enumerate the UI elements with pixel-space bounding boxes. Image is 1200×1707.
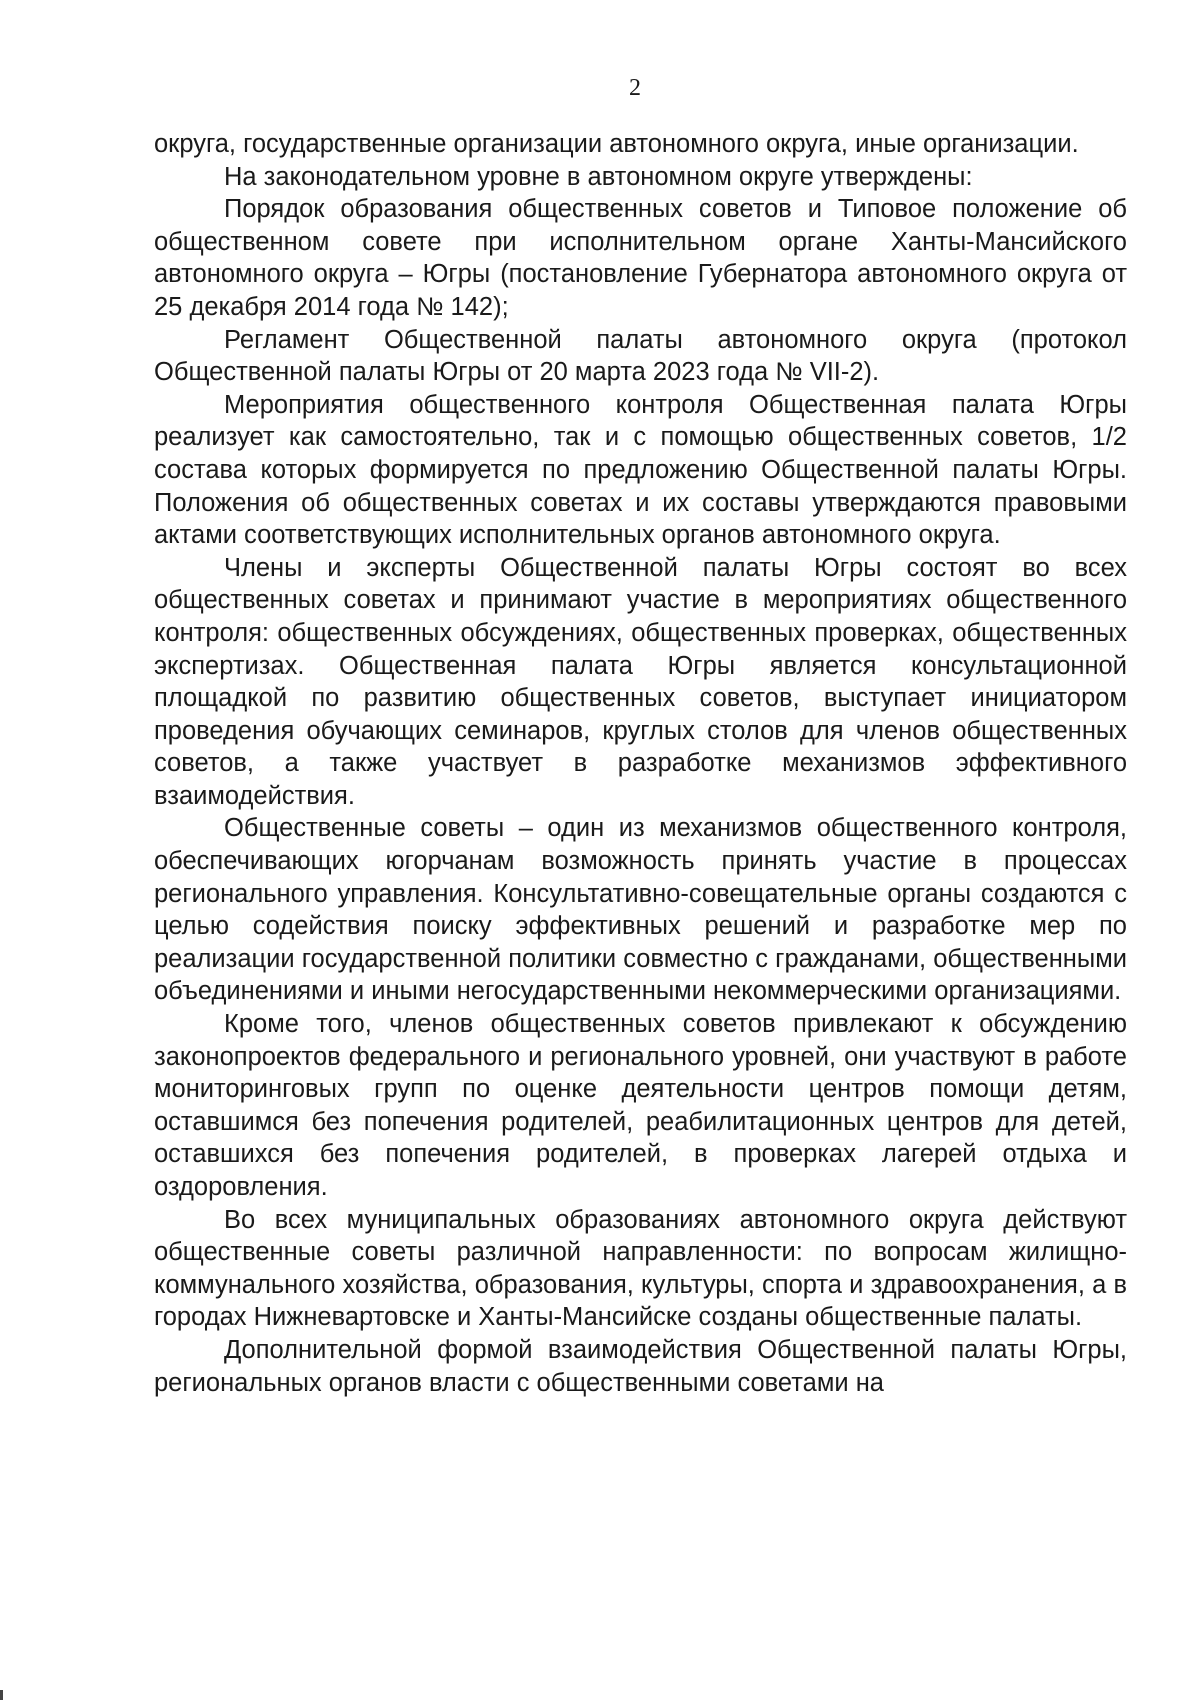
paragraph: Порядок образования общественных советов и Типовое положение об общественном совете при исполнительном органе Ханты-Мансийского автономного округа – Югры (постановление Губернатора автономного округа от 25 декабря 2014 года № 142); (154, 195, 1127, 321)
paragraph: Общественные советы – один из механизмов общественного контроля, обеспечивающих югорчанам возможность принять участие в процессах регионального управления. Консультативно-совещательные органы создаются с целью содействия поиску эффективных решений и разработке мер по реализации государственной политики совместно с гражданами, общественными объединениями и иными негосударственными некоммерческими организациями. (154, 814, 1127, 1006)
paragraph: Кроме того, членов общественных советов привлекают к обсуждению законопроектов федерального и регионального уровней, они участвуют в работе мониторинговых групп по оценке деятельности центров помощи детям, оставшимся без попечения родителей, реабилитационных центров для детей, оставшихся без попечения родителей, в проверках лагерей отдыха и оздоровления. (154, 1010, 1127, 1201)
paragraph-continuation: округа, государственные организации автономного округа, иные организации. (154, 130, 1079, 158)
page-number: 2 (629, 75, 641, 101)
paragraph: Во всех муниципальных образованиях автономного округа действуют общественные советы различной направленности: по вопросам жилищно-коммунального хозяйства, образования, культуры, спорта и здравоохранения, а в городах Нижневартовске и Ханты-Мансийске созданы общественные палаты. (154, 1205, 1127, 1332)
paragraph-continues: Дополнительной формой взаимодействия Общественной палаты Югры, региональных органов власти с общественными советами на (154, 1335, 1127, 1397)
document-body (154, 128, 1127, 1399)
paragraph: Члены и эксперты Общественной палаты Югры состоят во всех общественных советах и принимают участие в мероприятиях общественного контроля: общественных обсуждениях, общественных проверках, общественных экспертизах. Общественная палата Югры является консультационной площадкой по развитию общественных советов, выступает инициатором проведения обучающих семинаров, круглых столов для членов общественных советов, а также участвует в разработке механизмов эффективного взаимодействия. (154, 553, 1127, 810)
paragraph: Мероприятия общественного контроля Общественная палата Югры реализует как самостоятельно, так и с помощью общественных советов, 1/2 состава которых формируется по предложению Общественной палаты Югры. Положения об общественных советах и их составы утверждаются правовыми актами соответствующих исполнительных органов автономного округа. (154, 390, 1127, 550)
scan-edge-mark (0, 1690, 3, 1700)
paragraph: На законодательном уровне в автономном округе утверждены: (224, 162, 973, 191)
paragraph: Регламент Общественной палаты автономного округа (протокол Общественной палаты Югры от 20 марта 2023 года № VII-2). (154, 325, 1127, 387)
